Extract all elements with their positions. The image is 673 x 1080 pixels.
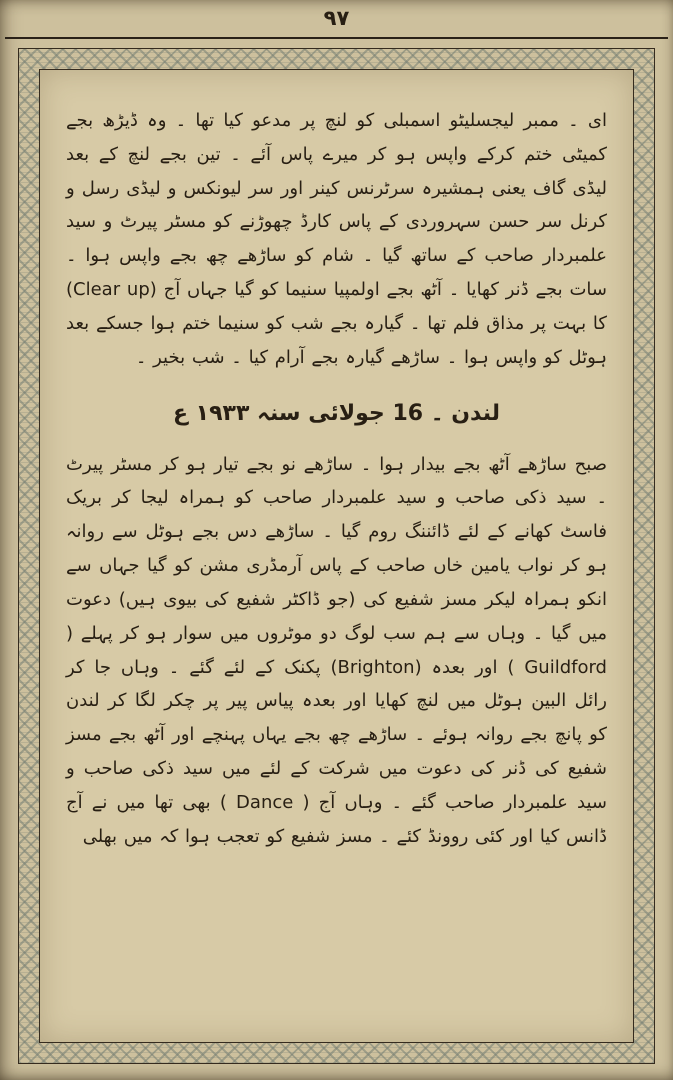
- ornamental-border: [18, 48, 655, 1064]
- diary-paragraph-2: صبح ساڑھے آٹھ بجے بیدار ہوا ۔ ساڑھے نو بجے تیار ہو کر مسٹر پیرٹ ۔ سید ذکی صاحب و سید علمبردار صاحب کو ہمراہ لیجا کر بریک فاسٹ کھانے کے لئے ڈائننگ روم گیا ۔ ساڑھے دس بجے ہوٹل سے روانہ ہو کر نواب یامین خاں صاحب کے پاس آرمڈری مشن کو گیا جہاں سے انکو ہمراہ لیکر مسز شفیع کی (جو ڈاکٹر شفیع کی بیوی ہیں) دعوت میں گیا ۔ وہاں سے ہم سب لوگ دو موٹروں میں سوار ہو کر پہلے ( Guildford ) اور بعدہ (Brighton) پکنک کے لئے گئے ۔ وہاں جا کر رائل البین ہوٹل میں لنچ کھایا اور بعدہ پیاس پیر پر چکر لگا کر لندن کو پانچ بجے روانہ ہوئے ۔ ساڑھے چھ بجے یہاں پہنچے اور آٹھ بجے مسز شفیع کی ڈنر کی دعوت میں شرکت کے لئے میں سید ذکی صاحب و سید علمبردار صاحب گئے ۔ وہاں آج ( Dance ) بھی تھا میں نے آج ڈانس کیا اور کئی روونڈ کئے ۔ مسز شفیع کو تعجب ہوا کہ میں بھلی: [66, 453, 608, 847]
- page-number: ۹۷: [323, 6, 350, 30]
- date-heading: لندن ۔ 16 جولائی سنہ ۱۹۳۳ ع: [172, 400, 500, 426]
- header-rule: [5, 37, 668, 39]
- text-area: [39, 69, 634, 1043]
- diary-paragraph-1: ای ۔ ممبر لیجسلیٹو اسمبلی کو لنچ پر مدعو کیا تھا ۔ وہ ڈیڑھ بجے کمیٹی ختم کرکے واپس ہو کر میرے پاس آئے ۔ تین بجے لنچ کے بعد لیڈی گاف یعنی ہمشیرہ سرٹرنس کینر اور سر لیونکس و لیڈی رسل و کرنل سر حسن سہروردی کے پاس کارڈ چھوڑنے کو مسٹر پیرٹ و سید علمبردار صاحب کے ساتھ گیا ۔ شام کو ساڑھے چھ بجے واپس ہوا ۔ سات بجے ڈنر کھایا ۔ آٹھ بجے اولمپیا سنیما کو گیا جہاں آج (Clear up) کا بہت پر مذاق فلم تھا ۔ گیارہ بجے شب کو سنیما ختم ہوا جسکے بعد ہوٹل کو واپس ہوا ۔ ساڑھے گیارہ بجے آرام کیا ۔ شب بخیر ۔: [66, 110, 607, 368]
